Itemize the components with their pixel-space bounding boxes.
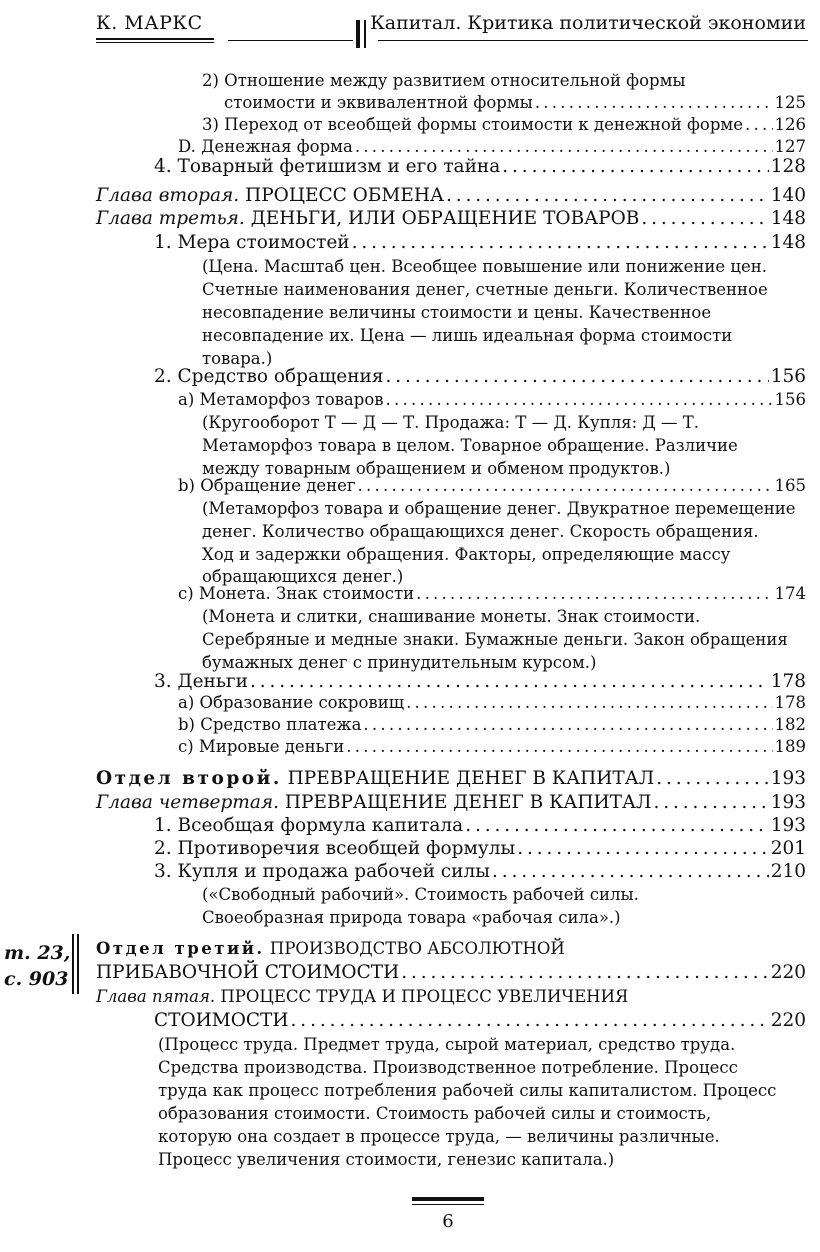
part-label: Отдел третий.	[96, 939, 265, 958]
annotation-line: бумажных денег с принудительным курсом.)	[202, 653, 597, 672]
toc-entry	[178, 136, 806, 158]
part-title: ПРЕВРАЩЕНИЕ ДЕНЕГ В КАПИТАЛ	[281, 768, 655, 789]
chapter-label: Глава пятая.	[96, 987, 216, 1006]
running-head-title: Капитал. Критика политической экономии	[370, 12, 806, 34]
annotation-line: образования стоимости. Стоимость рабочей силы и стоимость,	[158, 1104, 712, 1123]
header-ornament	[364, 20, 366, 48]
toc-entry-page: 156	[770, 366, 806, 387]
toc-entry-page: 126	[774, 115, 806, 134]
page-number: 6	[442, 1211, 454, 1232]
chapter-label: Глава третья.	[96, 208, 245, 229]
annotation-line: (Монета и слитки, снашивание монеты. Знак стоимости.	[202, 607, 701, 626]
toc-entry-title: 2. Противоречия всеобщей формулы	[154, 838, 516, 859]
toc-entry-title: c) Монета. Знак стоимости	[178, 584, 415, 603]
toc-entry	[154, 671, 806, 693]
toc-chapter	[96, 792, 806, 814]
toc-part	[96, 938, 565, 960]
margin-rule	[72, 934, 74, 994]
toc-entry	[154, 366, 806, 388]
margin-reference-line: с. 903	[4, 968, 69, 990]
toc-entry	[96, 962, 806, 984]
annotation-line: Серебряные и медные знаки. Бумажные деньги. Закон обращения	[202, 630, 788, 649]
toc-chapter	[96, 986, 628, 1008]
toc-entry	[178, 389, 806, 411]
annotation-line: Своеобразная природа товара «рабочая сила».)	[202, 908, 621, 927]
annotation-line: (Метаморфоз товара и обращение денег. Двукратное перемещение	[202, 499, 796, 518]
part-title: ПРОИЗВОДСТВО АБСОЛЮТНОЙ	[264, 939, 565, 958]
toc-part	[96, 768, 806, 790]
toc-entry-page: 140	[770, 185, 806, 206]
header-rule	[378, 40, 808, 41]
toc-entry-title: c) Мировые деньги	[178, 737, 345, 756]
toc-entry	[224, 92, 806, 114]
annotation-line: («Свободный рабочий». Стоимость рабочей силы.	[202, 885, 639, 904]
chapter-title: ПРОЦЕСС ОБМЕНА	[239, 185, 444, 206]
toc-entry-page: 148	[770, 232, 806, 253]
footer-rule	[412, 1204, 484, 1205]
toc-entry	[178, 736, 806, 758]
annotation-line: Ход и задержки обращения. Факторы, определяющие массу	[202, 545, 731, 564]
toc-entry	[178, 583, 806, 605]
header-ornament	[356, 20, 360, 48]
running-head-author: К. МАРКС	[96, 12, 203, 34]
toc-entry-title: 3. Купля и продажа рабочей силы	[154, 861, 490, 882]
chapter-title: ПРОЦЕСС ТРУДА И ПРОЦЕСС УВЕЛИЧЕНИЯ	[215, 987, 629, 1006]
toc-entry	[154, 861, 806, 883]
toc-entry	[154, 232, 806, 254]
toc-entry-page: 220	[770, 962, 806, 983]
toc-entry-title: D. Денежная форма	[178, 137, 353, 156]
toc-entry	[154, 815, 806, 837]
toc-entry-page: 178	[774, 693, 806, 712]
annotation-line: Счетные наименования денег, счетные деньги. Количественное	[202, 280, 768, 299]
toc-entry-title: 3) Переход от всеобщей формы стоимости к денежной форме	[202, 115, 744, 134]
toc-entry	[154, 156, 806, 178]
toc-entry-title: 3. Деньги	[154, 671, 248, 692]
toc-entry-page: 148	[770, 208, 806, 229]
toc-entry-title: b) Обращение денег	[178, 476, 356, 495]
annotation-line: несовпадение их. Цена — лишь идеальная форма стоимости	[202, 326, 733, 345]
toc-entry-page: 178	[770, 671, 806, 692]
margin-rule	[77, 934, 79, 994]
toc-entry-page: 127	[774, 137, 806, 156]
annotation-line: обращающихся денег.)	[202, 567, 404, 586]
annotation-line: денег. Количество обращающихся денег. Скорость обращения.	[202, 522, 759, 541]
toc-chapter	[96, 185, 806, 207]
toc-entry	[154, 838, 806, 860]
toc-entry-page: 193	[770, 768, 806, 789]
annotation-line: (Процесс труда. Предмет труда, сырой материал, средство труда.	[158, 1035, 736, 1054]
chapter-label: Глава четвертая.	[96, 792, 279, 813]
toc-entry-title: b) Средство платежа	[178, 715, 362, 734]
toc-entry	[178, 692, 806, 714]
toc-entry-page: 182	[774, 715, 806, 734]
footer-rule	[412, 1197, 484, 1201]
margin-reference-line: т. 23,	[4, 942, 71, 964]
annotation-line: Процесс увеличения стоимости, генезис капитала.)	[158, 1150, 615, 1169]
toc-chapter	[96, 208, 806, 230]
toc-entry-title: СТОИМОСТИ	[154, 1010, 289, 1031]
part-label: Отдел второй.	[96, 768, 282, 789]
chapter-title: ПРЕВРАЩЕНИЕ ДЕНЕГ В КАПИТАЛ	[279, 792, 652, 813]
toc-entry-title: стоимости и эквивалентной формы	[224, 93, 533, 112]
toc-entry	[154, 1010, 806, 1032]
toc-entry-page: 201	[770, 838, 806, 859]
header-rule	[96, 38, 214, 40]
toc-entry-page: 125	[774, 93, 806, 112]
chapter-title: ДЕНЬГИ, ИЛИ ОБРАЩЕНИЕ ТОВАРОВ	[244, 208, 640, 229]
chapter-label: Глава вторая.	[96, 185, 240, 206]
toc-entry-page: 193	[770, 815, 806, 836]
toc-entry-page: 210	[770, 861, 806, 882]
toc-entry-title: 1. Мера стоимостей	[154, 232, 350, 253]
toc-entry	[202, 114, 806, 136]
toc-entry-title: 4. Товарный фетишизм и его тайна	[154, 156, 501, 177]
toc-entry-title: 1. Всеобщая формула капитала	[154, 815, 464, 836]
toc-entry-title: a) Образование сокровищ	[178, 693, 405, 712]
annotation-line: несовпадение величины стоимости и цены. Качественное	[202, 303, 712, 322]
header-rule	[228, 40, 353, 41]
toc-entry-page: 220	[770, 1010, 806, 1031]
toc-entry-page: 156	[774, 390, 806, 409]
toc-entry	[178, 475, 806, 497]
toc-entry-page: 174	[774, 584, 806, 603]
toc-entry: 2) Отношение между развитием относительной формы	[202, 71, 686, 90]
annotation-line: между товарным обращением и обменом продуктов.)	[202, 459, 671, 478]
annotation-line: товара.)	[202, 349, 273, 368]
toc-entry-title: ПРИБАВОЧНОЙ СТОИМОСТИ	[96, 962, 400, 983]
header-rule	[96, 42, 214, 43]
toc-entry-page: 165	[774, 476, 806, 495]
toc-entry-page: 189	[774, 737, 806, 756]
annotation-line: которую она создает в процессе труда, — величины различные.	[158, 1127, 720, 1146]
annotation-line: Метаморфоз товара в целом. Товарное обращение. Различие	[202, 436, 738, 455]
toc-entry-title: 2. Средство обращения	[154, 366, 384, 387]
annotation-line: труда как процесс потребления рабочей силы капиталистом. Процесс	[158, 1081, 777, 1100]
annotation-line: (Кругооборот Т — Д — Т. Продажа: Т — Д. Купля: Д — Т.	[202, 413, 700, 432]
toc-entry	[178, 714, 806, 736]
toc-entry-page: 193	[770, 792, 806, 813]
annotation-line: (Цена. Масштаб цен. Всеобщее повышение или понижение цен.	[202, 257, 768, 276]
toc-entry-title: a) Метаморфоз товаров	[178, 390, 384, 409]
annotation-line: Средства производства. Производственное потребление. Процесс	[158, 1058, 738, 1077]
toc-entry-page: 128	[770, 156, 806, 177]
margin-reference	[4, 940, 70, 992]
